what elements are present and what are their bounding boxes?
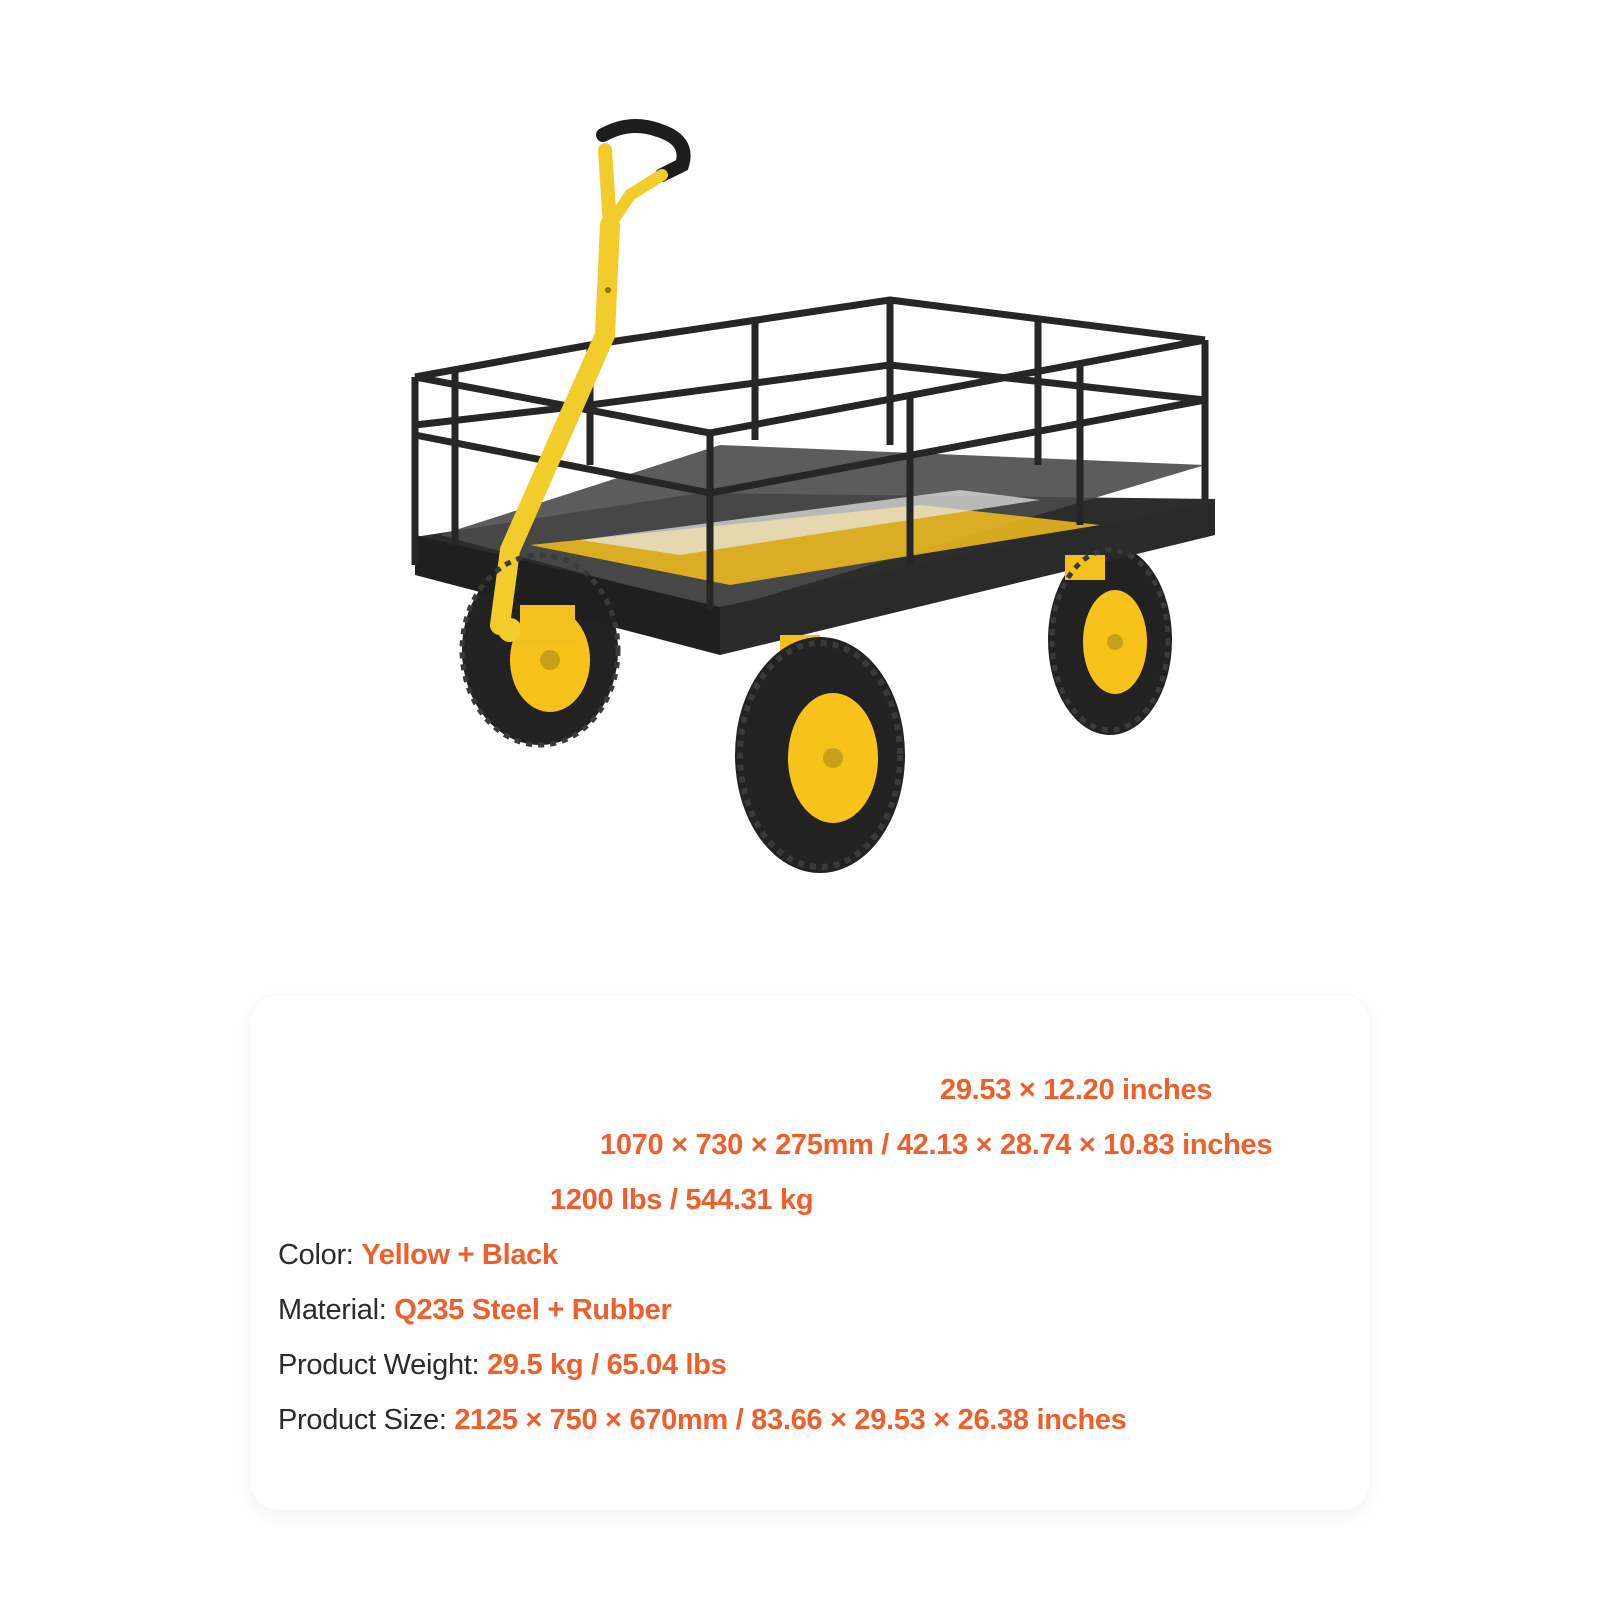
spec-value: 29.5 kg / 65.04 lbs	[487, 1349, 727, 1381]
spec-line-color	[278, 1238, 558, 1272]
spec-value: Q235 Steel + Rubber	[394, 1294, 672, 1326]
spec-label: Product Size:	[278, 1404, 447, 1436]
spec-value: Yellow + Black	[361, 1239, 558, 1271]
spec-line-dimensions-partial	[940, 1073, 1212, 1107]
spec-line-package-size	[600, 1128, 1272, 1162]
spec-line-product-size	[278, 1403, 1127, 1437]
spec-label: Product Weight:	[278, 1349, 480, 1381]
spec-value: 29.53 × 12.20 inches	[940, 1074, 1213, 1106]
spec-value: 2125 × 750 × 670mm / 83.66 × 29.53 × 26.38 inches	[454, 1404, 1127, 1436]
wagon-cart-image	[400, 115, 1230, 885]
spec-line-material	[278, 1293, 671, 1327]
spec-line-load-capacity	[550, 1183, 813, 1217]
spec-value: 1070 × 730 × 275mm / 42.13 × 28.74 × 10.83 inches	[600, 1129, 1273, 1161]
spec-line-product-weight	[278, 1348, 726, 1382]
spec-label: Color:	[278, 1239, 354, 1271]
spec-label: Material:	[278, 1294, 387, 1326]
spec-value: 1200 lbs / 544.31 kg	[550, 1184, 814, 1216]
